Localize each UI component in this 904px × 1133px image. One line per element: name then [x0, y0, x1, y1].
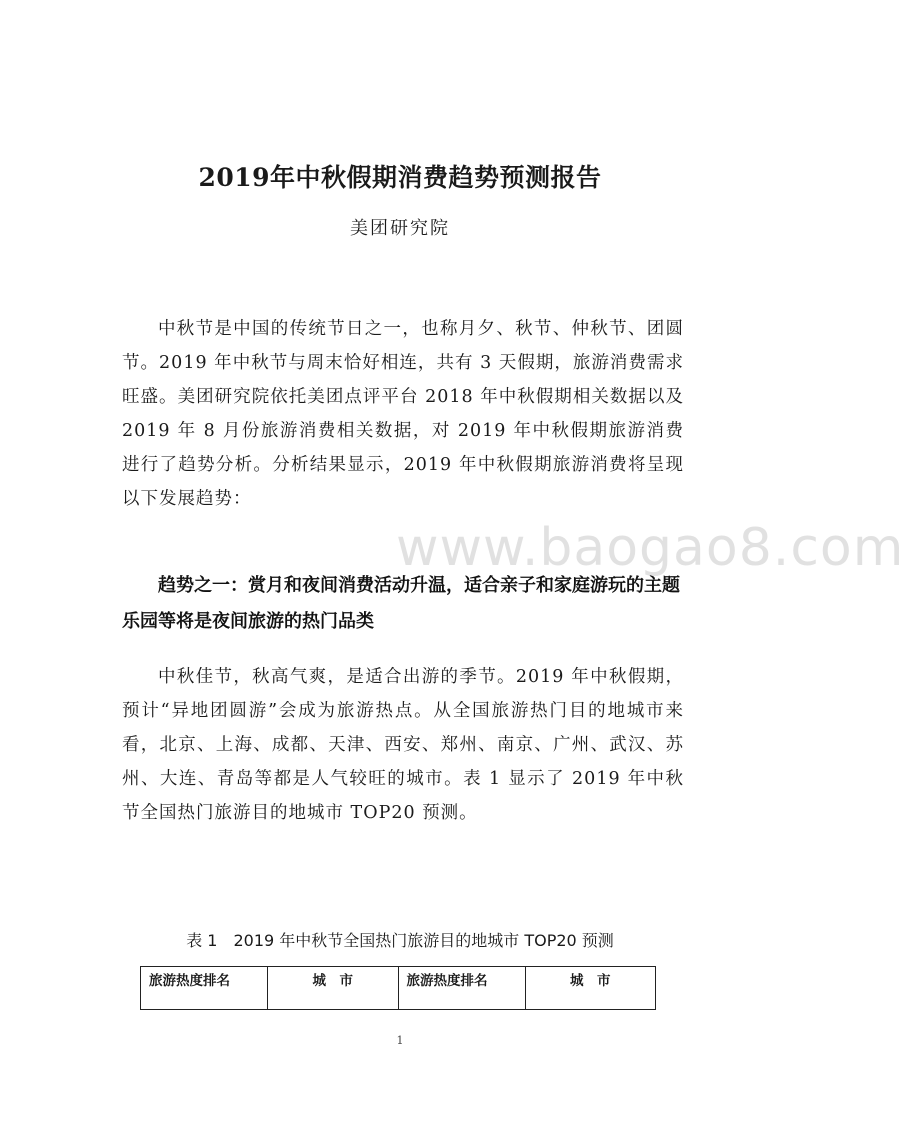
header-rank: 旅游热度排名 [141, 967, 268, 1010]
intro-paragraph: 中秋节是中国的传统节日之一，也称月夕、秋节、仲秋节、团圆节。2019 年中秋节与周末恰好相连，共有 3 天假期，旅游消费需求旺盛。美团研究院依托美团点评平台 2018 年中秋假期相关数据以及 2019 年 8 月份旅游消费相关数据，对 2019 年中秋假期旅游消费进行了趋势分析。分析结果显示，2019 年中秋假期旅游消费将呈现以下发展趋势： [122, 319, 684, 509]
report-author: 美团研究院 [350, 218, 450, 239]
header-city: 城 市 [268, 967, 399, 1010]
trend-paragraph: 中秋佳节，秋高气爽，是适合出游的季节。2019 年中秋假期，预计“异地团圆游”会成为旅游热点。从全国旅游热门目的地城市来看，北京、上海、成都、天津、西安、郑州、南京、广州、武汉、苏州、大连、青岛等都是人气较旺的城市。表 1 显示了 2019 年中秋节全国热门旅游目的地城市 TOP20 预测。 [122, 667, 684, 823]
header-rank: 旅游热度排名 [398, 967, 525, 1010]
table-header-row [141, 967, 656, 1010]
hot-cities-table [140, 966, 656, 1010]
page-number: 1 [396, 1034, 404, 1047]
table-caption: 表 1 2019 年中秋节全国热门旅游目的地城市 TOP20 预测 [186, 931, 614, 950]
trend-heading: 趋势之一：赏月和夜间消费活动升温，适合亲子和家庭游玩的主题乐园等将是夜间旅游的热门品类 [122, 575, 680, 632]
watermark: www.baogao8.com [396, 518, 904, 578]
header-city: 城 市 [525, 967, 656, 1010]
report-title: 2019年中秋假期消费趋势预测报告 [198, 163, 602, 192]
